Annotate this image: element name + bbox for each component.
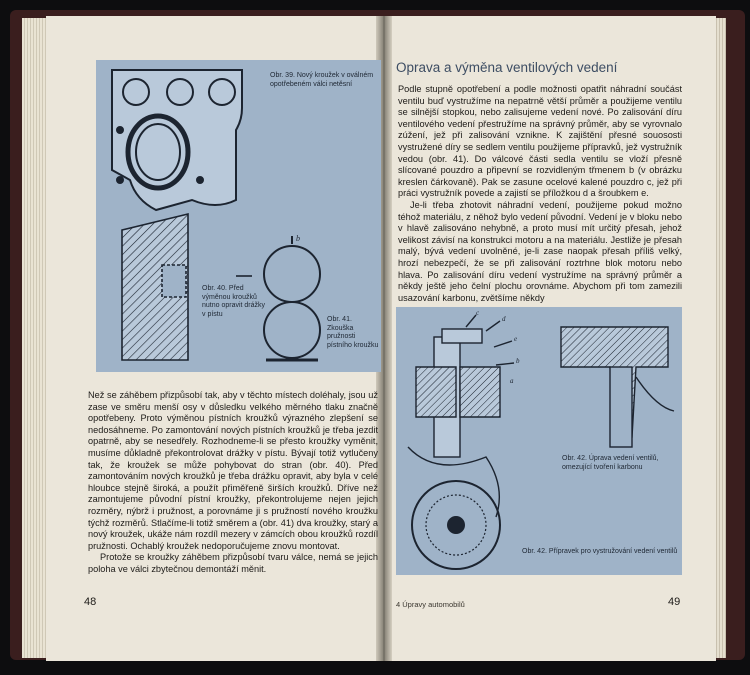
figure-42-ring-drawing	[412, 481, 500, 569]
left-paragraph-2: Protože se kroužky záhěbem přizpůsobí tvaru válce, nemá se jejich poloha ve válci zbytečnou demontáží měnit.	[88, 552, 378, 574]
figure-39-drawing	[112, 70, 242, 210]
page-footer: 4 Úpravy automobilů	[396, 600, 465, 609]
right-figure-panel	[396, 307, 682, 575]
figure-39-caption: Obr. 39. Nový kroužek v oválném opotřebeném válci netěsní	[270, 72, 374, 88]
figure-41-caption: Obr. 41. Zkouška pružnosti pístního kroužku	[327, 316, 379, 349]
right-body-text	[398, 84, 682, 304]
fixture-label-b: b	[516, 357, 520, 365]
right-paragraph-1: Podle stupně opotřebení a podle možnosti opatřit náhradní součást ventilu buď vystružíme na nepatrně větší průměr a použijeme ventilu se silnější stopkou, nebo zalisujeme vedení nové. Po zalisování díru ventilového vedení přestružíme na správný průměr, aby se vyrovnalo zúžení, jež při zalisování vznikne. K zajištění přesné souososti vystružené díry se sedlem ventilu použijeme přípravků, jež vystružník vedou (obr. 41). Do válcové části sedla ventilu se vloží přesně slícované pouzdro a připevní se rozvidleným třmenem b (v obrázku kreslen čárkovaně). Pak se zasune ocelové kalené pouzdro c, jež při práci vystružník povede a zajistí se příložkou d a šroubkem e.	[398, 84, 682, 199]
right-paragraph-2: Je-li třeba zhotovit náhradní vedení, použijeme pokud možno téhož materiálu, z něhož bylo vedení původní. Vedení je v bloku nebo v hlavě zalisováno nehybně, a proto musí mít určitý přesah, jehož velikost závisí na konstrukci motoru a na materiálu. Jestliže je přesah malý, bývá vedení uvolněné, je-li zase naopak přesah příliš velký, hrozí nebezpečí, že se při zalisování roztrhne blok motoru nebo hlava. Po zalisování díru vedení vystružíme na správný průměr a někdy ještě jeho čelní plochu orovnáme. Abychom při tom zamezili usazování karbonu, zvětšíme někdy	[398, 199, 682, 303]
fixture-label-e: e	[514, 335, 518, 343]
figure-42-bottom-caption: Obr. 42. Přípravek pro vystružování vedení ventilů	[522, 548, 678, 555]
figure-42-top-caption: Obr. 42. Úprava vedení ventilů, omezující tvoření karbonu	[562, 455, 659, 471]
fixture-label-d: d	[502, 315, 506, 323]
figure-41-label-b: b	[296, 234, 300, 243]
right-page-number: 49	[668, 596, 681, 608]
figure-42-fixture-drawing	[408, 315, 514, 517]
figure-41-drawing	[264, 236, 320, 360]
left-body-text	[88, 390, 378, 576]
figure-40-caption: Obr. 40. Před výměnou kroužků nutno opravit drážky v pístu	[202, 285, 266, 318]
fixture-label-c: c	[476, 309, 480, 317]
right-figures-drawing	[396, 307, 682, 575]
left-paragraph-1: Než se záhěbem přizpůsobí tak, aby v těchto místech doléhaly, jsou už zase ve směru menší osy v důsledku velkého měrného tlaku značně opotřebeny. Proto výměnou pístních kroužků výrazného zlepšení se nedosáhneme. Po zamontování nových pístních kroužků je třeba jezdit opatrně, aby se nesedřely. Rozhodneme-li se přesto kroužky vyměnit, musíme důkladně překontrolovat drážky v pístu. Bývají totiž vytlučeny tak, že kroužek se může pohybovat do stran (obr. 40). Před zamontováním nových kroužků je třeba drážku opravit, aby byla v celé hloubce stejně široká, a použít přiměřeně širších kroužků. Dříve než zamontujeme původní pístní kroužky, překontrolujeme nejen jejich rozměry, nýbrž i pružnost, a porovnáme ji s pružností nového kroužku týchž rozměrů. Stlačíme-li totiž směrem a (obr. 41) dva kroužky, starý a nový kroužek, ukáže nám rozdíl mezery v zámcích obou kroužků rozdíl pružnosti. Ochablý kroužek nedoporučujeme znovu montovat.	[88, 390, 378, 551]
fixture-label-a: a	[510, 377, 514, 385]
left-page-number: 48	[84, 596, 97, 608]
section-heading: Oprava a výměna ventilových vedení	[396, 60, 618, 75]
figure-42-head-drawing	[561, 327, 674, 447]
